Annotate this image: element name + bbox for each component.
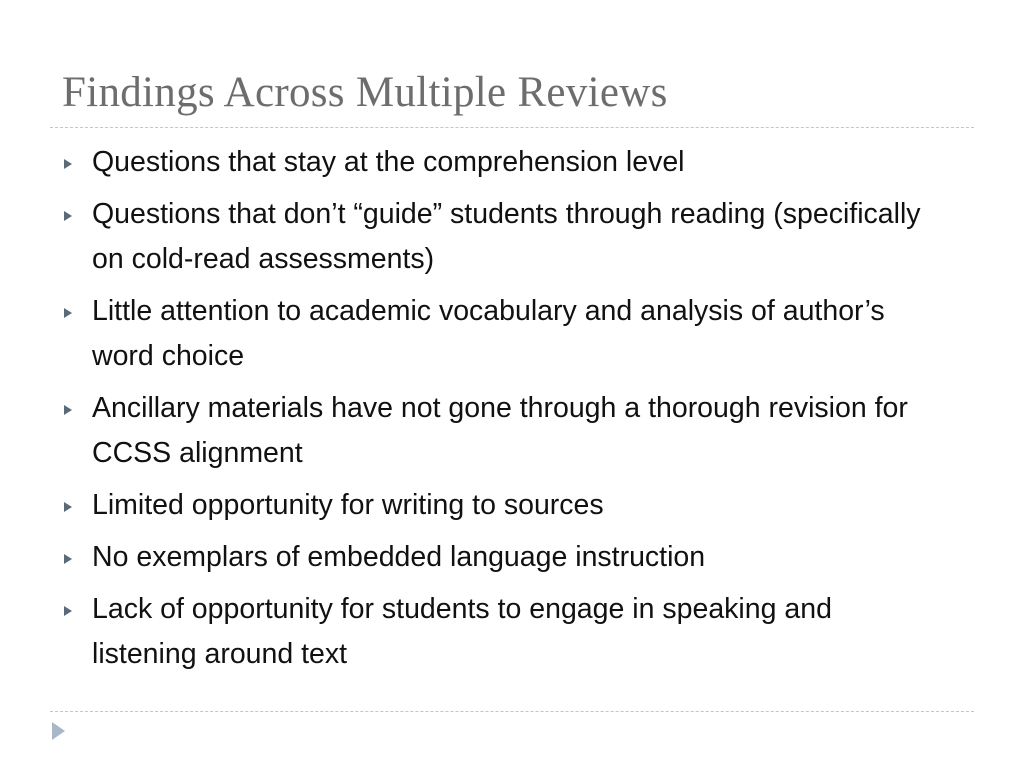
bullet-item (60, 192, 940, 282)
bullet-text: Lack of opportunity for students to engage in speaking and listening around text (92, 593, 832, 670)
triangle-bullet-icon (64, 405, 72, 415)
bullet-item (60, 483, 940, 528)
title-divider (50, 127, 974, 128)
bullet-text: Questions that don’t “guide” students through reading (specifically on cold-read assessments) (92, 198, 921, 275)
bullet-list (60, 140, 940, 684)
triangle-bullet-icon (64, 159, 72, 169)
bullet-item (60, 386, 940, 476)
triangle-bullet-icon (64, 308, 72, 318)
bullet-text: Ancillary materials have not gone through a thorough revision for CCSS alignment (92, 392, 908, 469)
bullet-item (60, 587, 940, 677)
triangle-bullet-icon (64, 554, 72, 564)
footer-divider (50, 711, 974, 712)
slide-title: Findings Across Multiple Reviews (62, 69, 668, 116)
bullet-text: No exemplars of embedded language instruction (92, 541, 706, 573)
triangle-bullet-icon (64, 502, 72, 512)
play-arrow-icon (52, 722, 65, 740)
triangle-bullet-icon (64, 606, 72, 616)
bullet-item (60, 289, 940, 379)
bullet-text: Questions that stay at the comprehension level (92, 146, 685, 178)
bullet-item (60, 140, 940, 185)
triangle-bullet-icon (64, 211, 72, 221)
bullet-text: Limited opportunity for writing to sources (92, 489, 604, 521)
bullet-text: Little attention to academic vocabulary and analysis of author’s word choice (92, 295, 885, 372)
bullet-item (60, 535, 940, 580)
